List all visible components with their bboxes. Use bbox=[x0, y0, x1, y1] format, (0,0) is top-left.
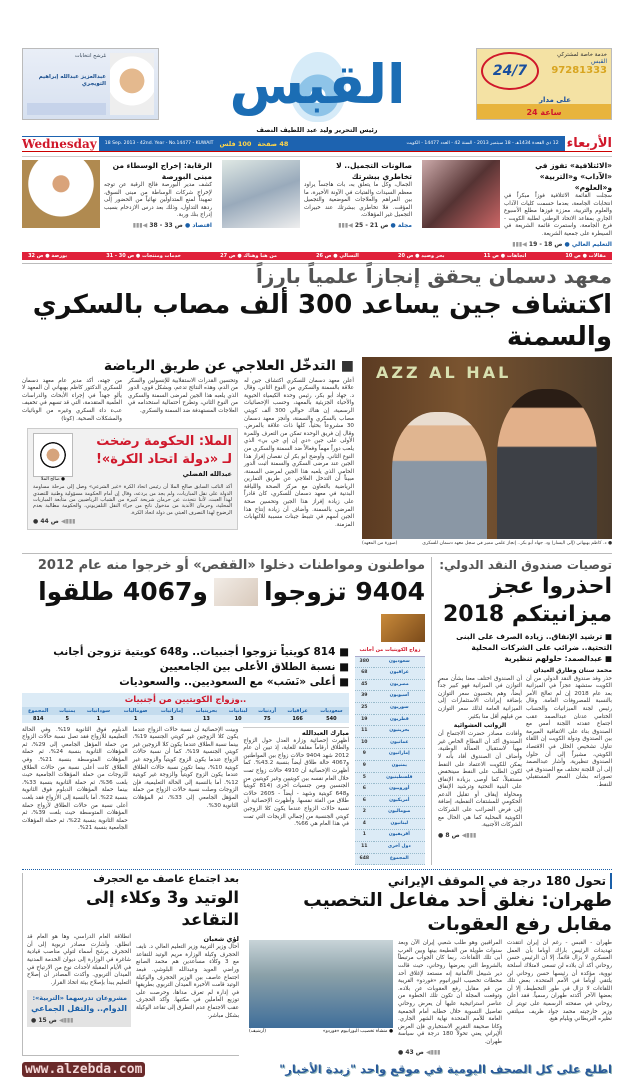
education-columns bbox=[27, 934, 239, 1027]
side-table-count: 1 bbox=[362, 832, 366, 838]
side-table-row bbox=[355, 737, 425, 749]
side-table-row bbox=[355, 668, 425, 680]
marriage-col-1: أظهرت إحصائية وزارة العدل حول الزواج والطلاق أرقاماً مقلقة للغاية، إذ تبين أن عام 2012 شهد 9404 حالات زواج بين المواطنين و4067 حالة طلاق أيضاً بنسبة 43.2%. كما أظهرت الإحصائية أن 4910 حالات زواج تمت خلال العام نفسه بين كويتيين وغير كويتيين من الجنسين ومن جنسيات أخرى (814 كويتياً و648 كويتية وشهد - أيضاً - 2605 حالات طلاق من الفئة نفسها. وأظهرت الإحصائية أن نسبة حالات الزواج عندما يكون كلا الزوجين كويتي الجنسية من إجمالي الزيجات التي تمت في هذا العام هي 66%. bbox=[243, 737, 350, 828]
main-columns bbox=[22, 378, 354, 531]
candidate-ad-top: مُرشح انتخابات bbox=[74, 53, 106, 59]
marriage-bullet-3 bbox=[119, 675, 349, 690]
opinion-body: أكد النائب السابق صالح الملا أن رئيس اتحاد الكرة «غير الشرعي» وصل إلى مرحلة مساومة الدولة على نقل المباريات، ولم يجد من يردعه، وقال إن أمام الحكومة مسؤولية وطنية للتصدي لهذا العبث، لأننا نتحدث عن حرمان شريحة كبيرة من الشباب الرياضيين من متابعة المباريات المحلية، وحرمان الأندية من مدخول ناتج من جراء النقل التلفزيوني، والحكومة مطالبة بعدم الرضوخ لهذا التصرف العبثي من دولة اتحاد الكرة. bbox=[33, 484, 232, 516]
ref-text: ● ص 8 bbox=[438, 831, 460, 839]
opinion-headline-1: الملا: الحكومة رضخت bbox=[96, 434, 232, 450]
photo-credit: (صورة من المعهد) bbox=[362, 540, 398, 546]
bullet-square-icon: ■ bbox=[602, 631, 612, 641]
side-table-row bbox=[355, 830, 425, 842]
side-table-row bbox=[355, 726, 425, 738]
side-table-count: 9 bbox=[362, 762, 366, 768]
side-table-row bbox=[355, 795, 425, 807]
table-header-cell: سعوديات bbox=[320, 707, 343, 714]
side-table-row bbox=[355, 714, 425, 726]
logo-text: القبس bbox=[229, 53, 406, 116]
top-margin bbox=[22, 0, 612, 48]
side-table-count: 4 bbox=[362, 820, 366, 826]
author-photo bbox=[33, 433, 73, 477]
side-table-nationality: مصريون bbox=[389, 681, 409, 687]
imf-col-2: أن الصندوق اختلف معنا بشأن سعر التوازن في الميزانية فهو كبير جداً أيضاً، وهم يحسبون سعر التوازن بإضافة إيرادات الاستثمارات إلى الميزانية العامة لذلك سعر التوازن من قبلهم أقل منا بكثير. bbox=[438, 675, 522, 720]
masthead bbox=[22, 48, 612, 126]
side-table-nationality: فلسطينيون bbox=[386, 774, 413, 780]
day-en: Wednesday bbox=[22, 136, 97, 151]
sections-bar bbox=[22, 252, 612, 260]
imf-author: محمد سنان وطارق العيدان bbox=[533, 666, 612, 674]
iran-story bbox=[249, 873, 612, 1055]
iran-col-1: طهران - القبس - رغم أن إيران انتقدت تهديدات الرئيس باراك أوباما بأن العمل العسكري لا يزال قائماً، إلا أن الرئيس حسن روحاني أكد أن بلاده لن تسعى لامتلاك أسلحة نووية، مؤكدة أن رئيسها حسن روحاني لن يلتقي أوباما في الأمم المتحدة. بعض تلك اللقاءات لا تزال في طور التخطيط، إلا أن بعضها الآخر أكدته طهران رسمياً. فقد أعلن روحاني في صفحته الرسمية على تويتر أن وزير خارجيته محمد جواد ظريف سيلتقي نظيره البريطاني ويليام هيغ. bbox=[507, 940, 612, 1023]
teaser-body: كشف مدير البورصة فالح الرقبة عن توجه لإخراج شركات الوساطة من مبنى السوق، تمهيداً لمنع المتداولين نهائياً من الحضور إلى ردهة التداول، وذلك بعد درس الازدحام بسبب إدراج بنك وربة. bbox=[104, 182, 212, 219]
page-count: 48 صفحة bbox=[257, 139, 289, 148]
editor-line: رئيس التحرير وليد عبد اللطيف النصف bbox=[256, 126, 378, 134]
education-col-1-wrap bbox=[136, 934, 239, 1027]
candidate-ad-text bbox=[27, 53, 106, 115]
photo-sign: AZZ AL HAL bbox=[376, 362, 512, 382]
side-table-nationality: بحرينيون bbox=[389, 728, 410, 734]
arrow-icon: ◀▮▮▮ bbox=[58, 1017, 74, 1025]
front-page bbox=[22, 0, 612, 1081]
marriage-headline-row bbox=[22, 576, 425, 642]
bullet-text: نسبة الطلاق الأعلى بين الجامعيين bbox=[159, 660, 336, 673]
marriage-col-1-wrap bbox=[243, 727, 349, 833]
education-col-1: أحال وزير التربية وزير التعليم العالي د. نايف الحجرف وكيلة الوزارة مريم الوتيد للتقاعد مع 3 وكلاء مساعدين هم محمد الصانع وراضي العويد وعبدالله البلوشي. فبعد اجتماع عاصف بين الوزير الحجرف والوكيلة الوتيد قامت الأخيرة الميدان التربوي بطريقها في إدارة لم تعرف مداها، وحرصت على توزيع العاملين في مكتبها. وأكد الحجرف عقب الاجتماع عدم التطرق إلى تقاعد الوكيلة بشكل مباشر. bbox=[136, 944, 239, 1019]
side-table-row bbox=[355, 853, 425, 865]
man-left bbox=[392, 412, 487, 539]
opinion-headings bbox=[77, 433, 232, 482]
price: 100 فلس bbox=[219, 139, 252, 148]
table-value-cell: 13 bbox=[202, 715, 210, 722]
teaser-title: «الائتلافية» تفوز في «الآداب» و«التربية» و«العلوم» bbox=[535, 161, 612, 192]
opinion-headline-2: لـ «دولة اتحاد الكرة»! bbox=[95, 452, 232, 468]
main-text-area bbox=[22, 357, 354, 547]
enrichment-facility-photo bbox=[249, 940, 393, 1028]
side-table-nationality: يمنيون bbox=[391, 762, 407, 768]
date-ar: 12 ذي القعدة 1434هـ - 18 سبتمبر 2013 - السنة 42 - العدد 14477 - الكويت bbox=[406, 141, 559, 146]
broken-rings-photo bbox=[381, 614, 425, 642]
side-table-nationality: المجموع bbox=[389, 855, 409, 861]
opinion-author: عبدالله الفضلي bbox=[182, 470, 232, 479]
phone-number: 97281333 bbox=[551, 65, 607, 76]
table-value-row bbox=[22, 715, 349, 723]
bullet-text: عبدالصمد: حلولهم تنظيرية bbox=[504, 653, 603, 663]
footer-banner bbox=[22, 1062, 612, 1081]
section-link[interactable]: بورصة ● ص 32 bbox=[28, 252, 68, 259]
opinion-box[interactable] bbox=[27, 428, 238, 530]
side-table-count: 45 bbox=[361, 681, 368, 687]
side-table-count: 25 bbox=[361, 704, 368, 710]
table-header-cell: صوماليات bbox=[123, 707, 148, 714]
arrow-icon: ◀▮▮▮ bbox=[338, 221, 353, 229]
teaser-section: التعليم العالي bbox=[571, 240, 612, 248]
marriage-col-3: الدبلوم فوق الثانوية 19%. وفي الحالة التعليمية للأزواج فقد تصل نسبة حالات الزواج من حملة المؤهل الجامعي إلى 29%، ثم المؤهلات الثانوية بنسبة 24%، ثم حملة المؤهلات المتوسطة بنسبة 21%. وفي الطلاق كانت أعلى نسبة من حالات الطلاق للزوجات من حملة المؤهلات الجامعية حيث بلغت 36%، ثم حملة الثانوية بنسبة 33%، بينما حملة المؤهلات الدبلوم فوق الثانوية بنسبة 22%. أما بالنسبة إلى الأزواج فقد بلغت أعلى نسبة من حالات الطلاق لأزواج حملة المؤهلات المتوسطة حيث بلغت 39%، ثم حملة الثانوية بنسبة 22%، ثم حملة المؤهلات الجامعية بنسبة 21%. bbox=[21, 726, 128, 832]
bullet-text: أعلى «نَسَب» مع السعوديين.. والسعوديات bbox=[119, 675, 336, 688]
side-table-count: 5 bbox=[362, 774, 366, 780]
marriage-body bbox=[22, 645, 425, 866]
candidate-ad-name: عبدالعزيز عبدالله إبراهيم التويجري bbox=[38, 74, 106, 87]
main-col-2: وتحسين القدرات الاستقلابية للإنسولين والسكر من الدم، وهذه النتائج تدعم، وبشكل قوي، الدور الذي يلعبه هذا الجين لمرضى السمنة والسكري من النوع الثاني، وتطرح احتمالية استخدامه في العلاجات المستهدفة ضد السمنة والسكري. bbox=[128, 377, 238, 414]
education-story bbox=[22, 873, 239, 1055]
iran-headline: طهران: نغلق أحد مفاعل التخصيب مقابل رفع العقوبات bbox=[303, 890, 612, 936]
side-table-nationality: عراقيون bbox=[389, 670, 409, 676]
date-bar bbox=[22, 136, 612, 152]
side-table-nationality: سعوديون bbox=[388, 658, 410, 664]
side-table-row bbox=[355, 702, 425, 714]
marriage-headline-b: و4067 طلقوا bbox=[38, 576, 208, 606]
man-right bbox=[497, 389, 597, 539]
main-photo-column bbox=[362, 357, 612, 547]
teaser-title: صالونات التجميل.. لا تخاطري ببشرتك bbox=[336, 161, 412, 181]
side-table-row bbox=[355, 784, 425, 796]
men-foreign-wives-table bbox=[22, 693, 349, 723]
side-table-row bbox=[355, 679, 425, 691]
service-badge: 24/7 bbox=[492, 63, 528, 79]
candidate-ad[interactable] bbox=[22, 48, 159, 120]
imf-ref[interactable] bbox=[438, 832, 522, 839]
side-table-nationality: دول أخرى bbox=[387, 844, 411, 850]
bullet-square-icon: ■ bbox=[335, 645, 349, 658]
date-en: 18 Sep. 2013 - 42nd. Year - No.14477 - KUWAIT bbox=[104, 141, 214, 146]
official-photo bbox=[22, 160, 100, 228]
side-table-nationality: صوماليون bbox=[388, 809, 411, 815]
iran-photo-credit: (أرشيف) bbox=[249, 1029, 267, 1035]
table-value-cell: 10 bbox=[234, 715, 242, 722]
section-link[interactable]: خدمات ومنتجات ● ص 30 - 31 bbox=[106, 252, 182, 259]
service-hours-bar bbox=[477, 104, 611, 119]
side-table-nationality: أمريكيون bbox=[389, 797, 410, 803]
side-table-count: 2 bbox=[362, 809, 366, 815]
service-around: على مدار bbox=[539, 96, 571, 104]
teaser-section: مجلة bbox=[397, 221, 412, 229]
main-caption: ● د. كاظم بهبهاني (إلى اليسار) ود. جهاد أبو بكر.. إنجاز علمي مميز في سجل معهد دسمان للسكري bbox=[422, 540, 612, 546]
main-col-3: من جهته، أكد مدير عام معهد دسمان للسكري الدكتور كاظم بهبهاني أن المعهد لا يألو جهداً في إجراء الأبحاث والدراسات العلمية المتقدمة، التي قد تسهم في تخفيف عبء داء السكري وغيره من الوبائيات والمشكلات الصحية. (كونا) bbox=[22, 377, 122, 422]
bullet-text: ترشيد الإنفاق.. زيادة الصرف على البنى التحتية.. ضرائب على الشركات المحلية bbox=[456, 631, 612, 652]
teaser-university[interactable] bbox=[422, 160, 612, 248]
education-author: لؤي شعبان bbox=[203, 935, 239, 944]
table-title: ..وزواج الكويتيين من أجنبيات bbox=[124, 694, 247, 705]
side-table-grid bbox=[355, 657, 425, 866]
marriage-main bbox=[22, 645, 349, 866]
students-photo bbox=[422, 160, 500, 228]
arrow-icon: ◀▮▮▮ bbox=[425, 1048, 441, 1056]
main-cols-2-3 bbox=[22, 378, 238, 424]
side-table-row bbox=[355, 657, 425, 668]
arrow-icon: ◀▮▮▮ bbox=[512, 240, 527, 248]
day-ar: الأربعاء bbox=[566, 136, 612, 151]
footer-url[interactable]: www.alzebda.com bbox=[22, 1062, 145, 1077]
table-grid bbox=[22, 707, 349, 723]
imf-bullet-1 bbox=[438, 631, 612, 653]
table-value-cell: 166 bbox=[292, 715, 303, 722]
side-table-nationality: آسيويون bbox=[389, 693, 409, 699]
side-table-count: 9 bbox=[362, 751, 366, 757]
ref-text: ● ص 44 bbox=[33, 518, 59, 526]
marriage-columns bbox=[22, 727, 349, 833]
side-table-nationality: أوروبيون bbox=[389, 786, 410, 792]
side-table-nationality: سوريون bbox=[390, 704, 409, 710]
teaser-text bbox=[304, 160, 412, 248]
iran-ref[interactable] bbox=[398, 1049, 502, 1056]
side-table-count: 68 bbox=[361, 670, 368, 676]
candidate-photo bbox=[110, 53, 154, 115]
beauty-salon-photo bbox=[222, 160, 300, 228]
opinion-top bbox=[33, 433, 232, 482]
ref-text: ● ص 43 bbox=[398, 1048, 424, 1056]
side-table-count: 380 bbox=[359, 658, 370, 664]
section-link[interactable]: اتجاهات ● ص 11 bbox=[483, 252, 527, 259]
side-table-nationality: عمانيون bbox=[390, 739, 409, 745]
service-badge-area bbox=[481, 52, 539, 90]
teaser-body: سجلت القائمة الائتلافية فوزاً مبكراً في انتخابات الجامعة، بعدما حسمت كليات الآداب والعلوم والتربية، معززة فوزها مطلع الأسبوع الجاري بمقاعد الاتحاد الوطني لطلبة الكويت - فرع الجامعة، واستمرت قائمة الشريعة في السيطرة على جمعية الشريعة. bbox=[504, 193, 612, 237]
teaser-pages: ص 18 - 19 bbox=[528, 240, 563, 248]
education-col-2-wrap bbox=[27, 934, 131, 1027]
ref-text: ● ص 15 bbox=[31, 1017, 57, 1025]
table-header-cell: عراقيات bbox=[287, 707, 308, 714]
table-header-cell: المجموع bbox=[27, 707, 49, 714]
main-story-body bbox=[22, 357, 612, 547]
imf-bullet-2 bbox=[438, 653, 612, 664]
footer-banner-text: اطلع على كل الصحف اليومية في موقع واحد "زبدة الأخبار" bbox=[279, 1061, 612, 1076]
skyline-graphic bbox=[27, 103, 106, 115]
section-link[interactable]: التسالي ● ص 26 bbox=[316, 252, 359, 259]
iran-photo-column bbox=[249, 940, 393, 1055]
imf-col-2b: وأفادت مصادر حضرت الاجتماع أن الصندوق أكد أن القطاع الخاص غير مهيأ لاستقبال العمالة الوطنية، وأضاف أن الصندوق أفاد بأنه لا يمكن للكويت الاعتماد على النفط لكون الطلب على النفط سينخفض مستقبلاً، كما أوصى بزيادة الإنفاق على البنية التحتية وترشيد الإنفاق ومحاولة إيقاف أو تقليل الدعم الحكومي للمشتقات النفطية، إضافة إلى فرض الضرائب على الشركات الكويتية المحلية كما هي الحال مع الشركات الأجنبية. bbox=[438, 731, 522, 829]
service-label: خدمة خاصة لمشتركي bbox=[556, 52, 607, 58]
service-texts bbox=[539, 52, 607, 96]
section-link[interactable]: من هنا وهناك ● ص 27 bbox=[220, 252, 277, 259]
education-kicker: بعد اجتماع عاصف مع الحجرف bbox=[93, 874, 239, 886]
service-brand: القبس bbox=[591, 58, 607, 65]
education-ref[interactable] bbox=[31, 1017, 127, 1024]
teaser-pages: ص 33 - 38 bbox=[149, 221, 183, 229]
side-table-count: 6 bbox=[362, 797, 366, 803]
side-table-nationality: أفريقيون bbox=[388, 832, 410, 838]
teaser-title: الرقابة: إخراج الوسطاء من مبنى البورصة bbox=[112, 161, 212, 181]
side-table-nationality: لبنانيون bbox=[390, 820, 409, 826]
marriage-bullet-2 bbox=[160, 660, 349, 675]
teaser-ref[interactable]: مجلة ● ص 21 - 25 ◀▮▮▮ bbox=[338, 221, 412, 229]
marriage-bullet-1 bbox=[22, 645, 349, 660]
table-header-cell: إماراتيات bbox=[160, 707, 183, 714]
imf-columns bbox=[438, 676, 612, 839]
main-kicker: معهد دسمان يحقق إنجازاً علمياً بارزاً bbox=[256, 263, 612, 288]
service-hours: 24 ساعة bbox=[526, 108, 562, 117]
side-table-row bbox=[355, 760, 425, 772]
main-caption-row bbox=[362, 541, 612, 547]
author-photo-caption: ● صالح الملا bbox=[40, 477, 66, 483]
service-ad-top bbox=[477, 49, 611, 96]
main-subhead bbox=[22, 357, 354, 375]
side-table-row bbox=[355, 691, 425, 703]
side-table-count: 11 bbox=[361, 844, 368, 850]
iran-col-2-wrap bbox=[398, 940, 502, 1055]
table-header-cell: بحرينيات bbox=[195, 707, 218, 714]
imf-kicker: توصيات صندوق النقد الدولي: bbox=[439, 557, 612, 572]
table-value-cell: 540 bbox=[326, 715, 337, 722]
teaser-beauty[interactable] bbox=[222, 160, 412, 248]
table-value-cell: 1 bbox=[133, 715, 138, 722]
bullet-square-icon: ■ bbox=[335, 357, 354, 374]
imf-box-divider bbox=[431, 557, 432, 866]
side-table-nationality: إماراتيون bbox=[388, 751, 410, 757]
arrow-icon: ◀▮▮▮ bbox=[60, 518, 76, 526]
main-col-1: أعلن معهد دسمان للسكري اكتشاف جين له علاقة بالسمنة والسكري من النوع الثاني. وقال د. جهاد أبو بكر، رئيس وحدة الكيمياء الحيوية والأحياء الجزيئية بالمعهد، وحسب الإحصائيات الرسمية، إن هناك حوالي 300 ألف كويتي مصاب بالسكري والسمنة، وأنجز معهد دسمان 30 مشروعاً بحثياً، كلها ذات علاقة بالمرض. وقال إن فريق الوحدة تمكن من التعرف وللمرة الأولى على جين «دي إن إي جي بي» الذي يلعب دوراً مهماً وفعالاً ضد السمنة والسكري من النوع الثاني. وأوضح أبو بكر أن نقصان إفراز هذا الجين عند مرضى السكري والسمنة أثبت الدور الحامي الذي يلعبه هذا الجين لمرضى السمنة، مبيناً أن التدخل العلاجي عن طريق التمارين الرياضية بالتعاون مع مركز الصحة واللياقة البدنية في معهد دسمان للسكري، كان قادراً على زيادة إفراز هذا الجين وتحسين صحة المرضى بالسمنة. وأضاف أن زيادة إنتاج هذا الجين أسهم في تثبيط جينات مسببة للالتهابات المزمنة. bbox=[244, 377, 354, 528]
marriage-headline-a: 9404 تزوجوا bbox=[263, 576, 425, 606]
teaser-text bbox=[504, 160, 612, 248]
marriage-story bbox=[22, 557, 425, 866]
side-table-row bbox=[355, 749, 425, 761]
teaser-body: الجمال، وكل ما يتعلق به، بات هاجساً يراود معظم السيدات والفتيات في الآونة الأخيرة، ما بين المراهم والعلاجات الموضعية والتجميل المؤقت. فلا تخاطري ببشرتك عند خبيرات التجميل غير المؤهلات. bbox=[304, 182, 412, 219]
side-table-count: 6 bbox=[362, 786, 366, 792]
table-value-cell: 75 bbox=[263, 715, 271, 722]
bullet-square-icon: ■ bbox=[335, 675, 349, 688]
teaser-ref[interactable]: اقتصاد ● ص 33 - 38 ◀▮▮▮ bbox=[132, 221, 212, 229]
arrow-icon: ◀▮▮▮ bbox=[132, 221, 148, 229]
imf-col-2-wrap bbox=[438, 676, 522, 839]
bullet-square-icon: ■ bbox=[335, 660, 349, 673]
side-table-row bbox=[355, 807, 425, 819]
subscriber-service-ad[interactable] bbox=[476, 48, 612, 120]
teaser-pages: ص 21 - 25 bbox=[354, 221, 389, 229]
bullet-text: 814 كويتياً تزوجوا أجنبيات.. و648 كويتية تزوجن أجانب bbox=[53, 645, 336, 658]
side-table-row bbox=[355, 818, 425, 830]
table-value-cell: 814 bbox=[33, 715, 44, 722]
main-left-part bbox=[22, 378, 238, 531]
side-table-count: 10 bbox=[361, 739, 368, 745]
marriage-bullets-row bbox=[22, 660, 349, 690]
bottom-section bbox=[22, 869, 612, 1055]
teaser-text bbox=[104, 160, 212, 248]
main-photo bbox=[362, 357, 612, 539]
iran-photo-caption: ● منشأة تخصيب اليورانيوم «فوردو» bbox=[322, 1029, 393, 1035]
imf-subhead: الرواتب العشوائية bbox=[453, 722, 507, 730]
table-value-cell: 5 bbox=[65, 715, 70, 722]
marriage-kicker: مواطنون ومواطنات دخلوا «القفص» أو خرجوا منه عام 2012 bbox=[37, 557, 425, 573]
table-header-cell: يمنيات bbox=[59, 707, 76, 714]
rings-photo bbox=[214, 578, 258, 606]
table-header-cell: لبنانيات bbox=[228, 707, 248, 714]
bullet-square-icon: ■ bbox=[602, 653, 612, 663]
main-headline: اكتشاف جين يساعد 300 ألف مصاب بالسكري والسمنة bbox=[32, 289, 612, 352]
opinion-ref[interactable] bbox=[33, 518, 232, 525]
side-table-nationality: قطريون bbox=[389, 716, 409, 722]
marriage-col-2: وبينت الإحصائية أن نسبة حالات الزواج عندما يكون كلا الزوجين غير كويتي الجنسية 19%، بينما نسبة الطلاق عندما يكون كلا الزوجين غير كويتي الجنسية 19%، كما أن نسبة حالات الزواج عندما يكون الزوج كويتياً والزوجة غير كويتية 10%، بينما تكون نسبة حالات الطلاق عندما يكون الزوج كويتياً والزوجة غير كويتية 12%. أما بالنسبة إلى الحالة التعليمية، فإن الزوجات وصلت نسبة حالات الزواج من حملة المؤهل الجامعي إلى 33%، ثم المؤهلات الثانوية 30%. bbox=[132, 726, 239, 809]
side-table-count: 648 bbox=[359, 855, 370, 861]
side-table-row bbox=[355, 772, 425, 784]
imf-headline: احذروا عجز ميزانيتكم 2018 bbox=[443, 573, 612, 627]
subhead-text: التدخّل العلاجي عن طريق الرياضة bbox=[103, 357, 336, 374]
imf-col-1: حذر وفد صندوق النقد الدولي من أن الكويت ستشهد عجزاً في الميزانية بعد عام 2018 إن لم تعالج الأمر بالنسبة للمصروفات العامة. وقال رئيس لجنة الميزانيات والحساب الختامي عدنان عبدالصمد عقب اجتماع عقدته اللجنة أمس مع الصندوق بناء على الاتفاقية المبرمة بين الصندوق ودولة الكويت إن اللقاء تناول تشخيص الخلل في الاقتصاد الكويتي، مشيراً إلى أن حلول الصندوق تنظيرية. وأشار عبدالصمد إلى أن اللجنة تختلف مع الصندوق في تصوراته بشأن السعر المستقبلي للنفط. bbox=[526, 675, 612, 788]
marriage-author: مبارك العبدالله bbox=[243, 727, 349, 738]
arrow-icon: ◀▮▮▮ bbox=[461, 831, 477, 839]
women-foreign-husbands-table bbox=[355, 645, 425, 866]
iran-caption-row bbox=[249, 1029, 393, 1034]
section-link[interactable]: بحر وصيد ● ص 20 bbox=[397, 252, 445, 259]
side-table-row bbox=[355, 842, 425, 854]
teasers bbox=[22, 156, 612, 248]
teaser-section: اقتصاد bbox=[192, 221, 212, 229]
section-link[interactable]: مقالات ● ص 10 bbox=[565, 252, 606, 259]
teaser-ref[interactable]: التعليم العالي ● ص 18 - 19 ◀▮▮▮ bbox=[512, 240, 612, 248]
newspaper-logo[interactable] bbox=[193, 48, 443, 126]
author-photo-column bbox=[33, 433, 73, 482]
side-table-title: زواج الكويتيات من أجانب bbox=[355, 645, 425, 657]
table-header-row bbox=[22, 707, 349, 715]
table-header-cell: سودانيات bbox=[86, 707, 111, 714]
side-table-count: 39 bbox=[361, 693, 368, 699]
side-table-count: 11 bbox=[361, 728, 368, 734]
imf-story bbox=[438, 557, 612, 866]
iran-col-2: المراقبين وهو طلب شعبي إيران الآن وبعد سنوات طويلة من القطيعة بينها وبين الغرب أبى تلك اللقاءات. ربما كان الجواب مرتبطاً بالشروط التي يعرضها روحاني، حيث قالت دير شبيغل الألمانية إنه مستعد لإغلاق أحد محطات تخصيب اليورانيوم «فوردو» القريبة من قم مقابل رفع العقوبات عن بلاده. وتوقعت المجلة أن تكون تلك الخطوة من عناصر استراتيجية عليها أن يعرض روحاني تفاصيل التسوية خلال خطابه أمام الجمعية العامة للأمم المتحدة نهاية الشهر الجاري. وكانا صحيفة التقرير الاستخباري فإن العرض الإيراني يعني تحولاً 180 درجة في سياسة طهران. bbox=[398, 940, 502, 1045]
side-table-count: 19 bbox=[361, 716, 368, 722]
promo-line-2: الدوام.. والنقل الجماعي bbox=[31, 1004, 127, 1014]
education-col-2: انطلاقة العام الدراسي، وها هو العام قد انطلق. وأشارت مصادر تربوية إلى أن الحجرف يرشح أسماء لتولي مناصب قيادية شاغرة في الوزارة إلى ديوان الخدمة المدنية في الأيام المقبلة لأحداث نوع من الارتياح في الميدان التربوي. وأكدت المصادر أن إصلاح التعليم يبدأ بإصلاح بيئة اتخاذ القرار. bbox=[27, 934, 131, 986]
table-value-cell: 3 bbox=[170, 715, 174, 722]
teaser-bourse[interactable] bbox=[22, 160, 212, 248]
iran-kicker: تحول 180 درجة في الموقف الإيراني bbox=[249, 873, 612, 889]
mid-section bbox=[22, 553, 612, 866]
iran-columns bbox=[249, 940, 612, 1055]
education-headline: الوتيد و3 وكلاء إلى التقاعد bbox=[85, 888, 239, 930]
table-value-cell: 1 bbox=[96, 715, 101, 722]
table-header-cell: أردنيات bbox=[258, 707, 277, 714]
promo-line-1: مشروعان تدرسهما «التربية»: bbox=[32, 994, 127, 1003]
education-promo[interactable] bbox=[27, 990, 131, 1027]
